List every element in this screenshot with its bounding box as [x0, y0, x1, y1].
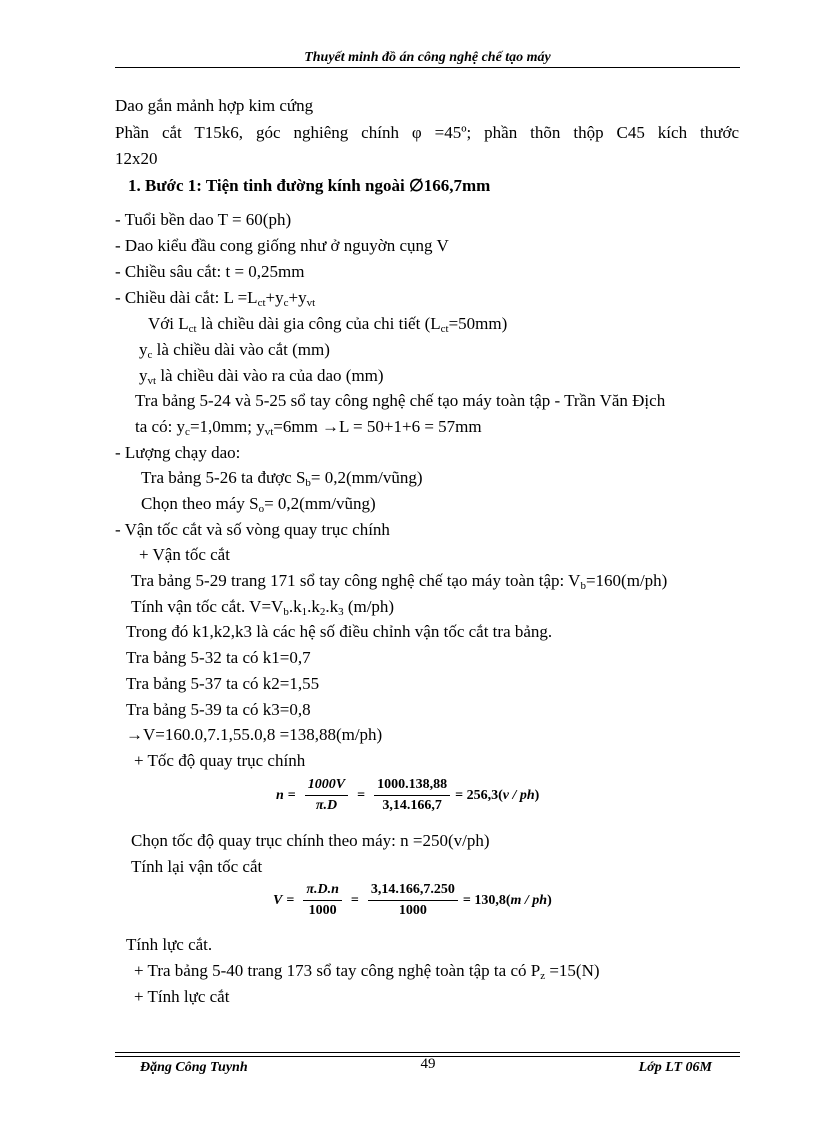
fraction — [368, 882, 458, 919]
line-v-formula — [131, 597, 394, 617]
sub: c — [147, 349, 153, 361]
sub: 3 — [338, 606, 344, 618]
line-lct — [148, 314, 507, 334]
sub: z — [540, 970, 546, 982]
t: =160(m/ph) — [585, 571, 668, 590]
line-calc-force: + Tính lực cắt — [134, 987, 230, 1006]
t: Tính vận tốc cắt. V=V — [131, 597, 284, 616]
t: Chọn theo máy S — [141, 494, 259, 513]
footer-class: Lớp LT 06M — [638, 1060, 712, 1075]
t: y — [139, 366, 148, 385]
line-yc — [139, 340, 330, 360]
line-3: 12x20 — [115, 149, 158, 168]
denominator: π.D — [315, 798, 338, 813]
header-rule — [115, 67, 740, 68]
line-pz — [134, 961, 600, 981]
denominator: 3,14.166,7 — [382, 798, 442, 813]
sub: b — [305, 477, 311, 489]
line-1: Dao gắn mảnh hợp kim cứng — [115, 96, 314, 115]
line-cut-speed: + Vận tốc cắt — [139, 545, 230, 564]
sub: c — [283, 297, 289, 309]
line-choose-speed: Chọn tốc độ quay trục chính theo máy: n =250(v/ph) — [131, 831, 490, 850]
t: + Tra bảng 5-40 trang 173 sổ tay công nghệ toàn tập ta có P — [134, 961, 541, 980]
t: - Chiều dài cắt: L =L — [115, 288, 258, 307]
line-k2: Tra bảng 5-37 ta có k2=1,55 — [126, 674, 320, 693]
sub: ct — [440, 323, 449, 335]
line-feed: - Lượng chạy dao: — [115, 443, 241, 462]
numerator: 1000.138,88 — [374, 777, 450, 796]
result: = 130,8( — [462, 892, 511, 908]
t: =50mm) — [448, 314, 508, 333]
sub: b — [283, 606, 289, 618]
t: là chiều dài vào cắt (mm) — [152, 340, 330, 359]
t: Tra bảng 5-26 ta được S — [141, 468, 306, 487]
sub: b — [580, 580, 586, 592]
sub: vt — [264, 426, 274, 438]
t: (m/ph) — [343, 597, 395, 616]
t: .k — [307, 597, 320, 616]
denominator: 1000 — [308, 903, 337, 918]
sub: 1 — [301, 606, 308, 618]
fraction — [305, 777, 348, 814]
sub: o — [258, 503, 265, 515]
formula-cut-speed — [273, 882, 552, 919]
sub: 2 — [319, 606, 326, 618]
result: = 256,3( — [455, 787, 503, 803]
line-recalc: Tính lại vận tốc cắt — [131, 857, 263, 876]
line-cut-force: Tính lực cắt. — [126, 935, 213, 954]
line-depth: - Chiều sâu cắt: t = 0,25mm — [115, 262, 305, 281]
line-yvt — [139, 366, 384, 386]
sub: vt — [147, 375, 157, 387]
t: +y — [265, 288, 284, 307]
numerator: π.D.n — [303, 882, 342, 901]
line-v-result: →V=160.0,7.1,55.0,8 =138,88(m/ph) — [126, 725, 383, 744]
t: +y — [288, 288, 307, 307]
lhs: V — [273, 892, 283, 908]
paren: ) — [534, 787, 540, 803]
t: = 0,2(mm/vũng) — [310, 468, 423, 487]
sub: ct — [257, 297, 266, 309]
line-tool-type: - Dao kiểu đầu cong giống như ở nguyờn cụng V — [115, 236, 449, 255]
unit: v / ph — [502, 787, 535, 803]
numerator: 3,14.166,7.250 — [368, 882, 458, 901]
t: =1,0mm; y — [189, 417, 265, 436]
line-coeffs: Trong đó k1,k2,k3 là các hệ số điều chỉnh vận tốc cắt tra bảng. — [126, 622, 553, 641]
eq: = — [357, 787, 366, 803]
t: là chiều dài vào ra của dao (mm) — [156, 366, 384, 385]
line-k1: Tra bảng 5-32 ta có k1=0,7 — [126, 648, 311, 667]
t: = 0,2(mm/vũng) — [264, 494, 376, 513]
t: là chiều dài gia công của chi tiết (L — [196, 314, 441, 333]
fraction — [374, 777, 450, 814]
t: y — [139, 340, 148, 359]
t: =6mm →L = 50+1+6 = 57mm — [273, 417, 482, 436]
eq: = — [350, 892, 359, 908]
line-vb — [131, 571, 667, 591]
page-number: 49 — [420, 1056, 436, 1072]
line-length-result — [135, 417, 482, 437]
line-feed-table — [141, 468, 423, 488]
eq: = — [286, 892, 295, 908]
unit: m / ph — [510, 892, 548, 908]
t: .k — [288, 597, 302, 616]
line-speed-heading: - Vận tốc cắt và số vòng quay trục chính — [115, 520, 390, 539]
sub: c — [185, 426, 190, 438]
t: .k — [325, 597, 339, 616]
footer-author: Đặng Công Tuynh — [140, 1060, 248, 1075]
line-tool-life: - Tuổi bền dao T = 60(ph) — [115, 210, 292, 229]
eq: = — [287, 787, 296, 803]
sub: ct — [188, 323, 197, 335]
t: Tra bảng 5-29 trang 171 sổ tay công nghệ chế tạo máy toàn tập: V — [131, 571, 581, 590]
line-spindle-speed: + Tốc độ quay trục chính — [134, 751, 306, 770]
line-table-ref: Tra bảng 5-24 và 5-25 sổ tay công nghệ chế tạo máy toàn tập - Trần Văn Địch — [135, 391, 666, 410]
t: ta có: y — [135, 417, 186, 436]
line-2: Phần cắt T15k6, góc nghiêng chính φ =45º; phần thõn thộp C45 kích thước — [115, 123, 739, 142]
lhs: n — [276, 787, 284, 803]
sub: vt — [306, 297, 316, 309]
page-header-title: Thuyết minh đồ án công nghệ chế tạo máy — [304, 50, 551, 65]
numerator: 1000V — [305, 777, 348, 796]
footer-rule — [115, 1052, 740, 1053]
line-feed-machine — [141, 494, 376, 514]
step-heading: 1. Bước 1: Tiện tinh đường kính ngoài ∅166,7mm — [128, 176, 491, 195]
formula-spindle-speed — [276, 777, 539, 814]
t: =15(N) — [545, 961, 600, 980]
line-k3: Tra bảng 5-39 ta có k3=0,8 — [126, 700, 311, 719]
fraction — [303, 882, 342, 919]
denominator: 1000 — [398, 903, 427, 918]
paren: ) — [547, 892, 552, 908]
line-cut-length — [115, 288, 315, 308]
t: Với L — [148, 314, 189, 333]
